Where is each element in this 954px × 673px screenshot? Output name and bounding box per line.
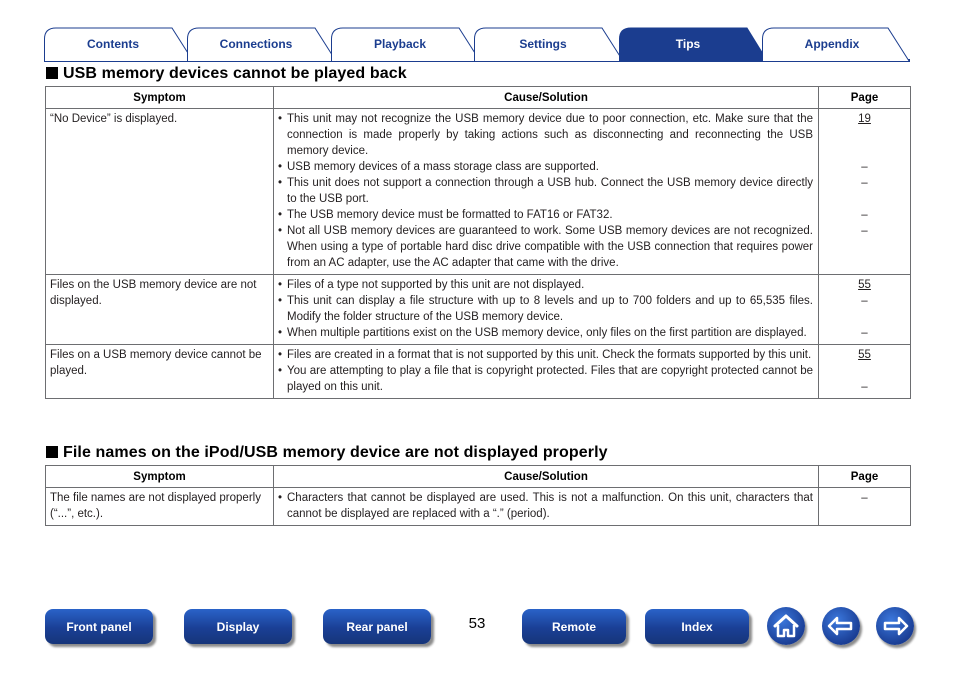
cause-item: • Files are created in a format that is not supported by this unit. Check the formats supported by this unit. <box>278 347 813 363</box>
tab-label: Appendix <box>804 37 860 51</box>
page-link[interactable]: 55 <box>858 279 871 291</box>
tab-label: Connections <box>219 37 293 51</box>
tab-label: Playback <box>373 37 427 51</box>
cause-cell <box>274 109 819 275</box>
square-bullet-icon <box>46 446 58 458</box>
page-ref: – <box>861 327 868 339</box>
header-symptom: Symptom <box>46 466 274 488</box>
tab-settings[interactable] <box>474 27 624 61</box>
header-page: Page <box>819 87 911 109</box>
symptom-cell: The file names are not displayed properly (“...”, etc.). <box>46 488 274 526</box>
cause-item: • USB memory devices of a mass storage class are supported. <box>278 159 813 175</box>
symptom-cell: “No Device” is displayed. <box>46 109 274 275</box>
table-row <box>46 345 911 399</box>
arrow-right-icon <box>876 607 914 645</box>
table-header-row <box>46 466 911 488</box>
index-button[interactable]: Index <box>645 609 749 644</box>
header-cause: Cause/Solution <box>274 466 819 488</box>
rear-panel-button[interactable]: Rear panel <box>323 609 431 644</box>
page-ref: – <box>861 381 868 393</box>
header-cause: Cause/Solution <box>274 87 819 109</box>
symptom-cell: Files on the USB memory device are not displayed. <box>46 275 274 345</box>
table-row <box>46 488 911 526</box>
page-ref: – <box>861 295 868 307</box>
tab-playback[interactable] <box>331 27 481 61</box>
file-names-table <box>45 465 911 526</box>
cause-cell <box>274 345 819 399</box>
cause-item: • Files of a type not supported by this unit are not displayed. <box>278 277 813 293</box>
tab-tips[interactable] <box>619 27 769 61</box>
header-page: Page <box>819 466 911 488</box>
tab-bar <box>44 27 910 63</box>
symptom-cell: Files on a USB memory device cannot be played. <box>46 345 274 399</box>
home-button[interactable] <box>767 607 805 645</box>
page-ref: – <box>861 225 868 237</box>
section-title: USB memory devices cannot be played back <box>63 65 407 82</box>
display-button[interactable]: Display <box>184 609 292 644</box>
table-row <box>46 109 911 275</box>
page-link[interactable]: 55 <box>858 349 871 361</box>
cause-cell <box>274 275 819 345</box>
table-row <box>46 275 911 345</box>
usb-playback-table <box>45 86 911 399</box>
section-title: File names on the iPod/USB memory device are not displayed properly <box>63 444 608 461</box>
arrow-left-icon <box>822 607 860 645</box>
tab-label: Settings <box>519 37 567 51</box>
page-cell <box>819 109 911 275</box>
page-ref: – <box>861 209 868 221</box>
page-number: 53 <box>468 615 486 632</box>
page-link[interactable]: 19 <box>858 113 871 125</box>
page-ref: – <box>861 161 868 173</box>
section-heading-file-names <box>46 444 608 462</box>
tab-connections[interactable] <box>187 27 337 61</box>
page-ref: – <box>861 177 868 189</box>
page-cell <box>819 345 911 399</box>
tab-appendix[interactable] <box>762 27 910 61</box>
tab-contents[interactable] <box>44 27 194 61</box>
cause-item: • This unit can display a file structure with up to 8 levels and up to 700 folders and up to 65,535 files. Modify the folder structure of the USB memory device. <box>278 293 813 325</box>
page-ref: – <box>861 492 868 504</box>
cause-cell <box>274 488 819 526</box>
cause-item: • When multiple partitions exist on the USB memory device, only files on the first partition are displayed. <box>278 325 813 341</box>
cause-item: • You are attempting to play a file that is copyright protected. Files that are copyright protected cannot be played on this unit. <box>278 363 813 395</box>
page-cell <box>819 275 911 345</box>
cause-item: • Not all USB memory devices are guaranteed to work. Some USB memory devices are not recognized. When using a type of portable hard disc drive compatible with the USB connection that requires power from an AC adapter, use the AC adapter that came with the drive. <box>278 223 813 271</box>
cause-item: • The USB memory device must be formatted to FAT16 or FAT32. <box>278 207 813 223</box>
cause-item: • This unit does not support a connection through a USB hub. Connect the USB memory device directly to the USB port. <box>278 175 813 207</box>
front-panel-button[interactable]: Front panel <box>45 609 153 644</box>
cause-item: • This unit may not recognize the USB memory device due to poor connection, etc. Make sure that the connection is made properly by taking actions such as disconnecting and reconnecting the USB memory device. <box>278 111 813 159</box>
back-button[interactable] <box>822 607 860 645</box>
table-header-row <box>46 87 911 109</box>
section-heading-usb-playback <box>46 65 407 83</box>
tab-label: Contents <box>87 37 139 51</box>
square-bullet-icon <box>46 67 58 79</box>
forward-button[interactable] <box>876 607 914 645</box>
cause-item: • Characters that cannot be displayed are used. This is not a malfunction. On this unit, characters that cannot be displayed are replaced with a “.” (period). <box>278 490 813 522</box>
header-symptom: Symptom <box>46 87 274 109</box>
page-cell <box>819 488 911 526</box>
tab-label: Tips <box>675 37 701 51</box>
home-icon <box>767 607 805 645</box>
remote-button[interactable]: Remote <box>522 609 626 644</box>
